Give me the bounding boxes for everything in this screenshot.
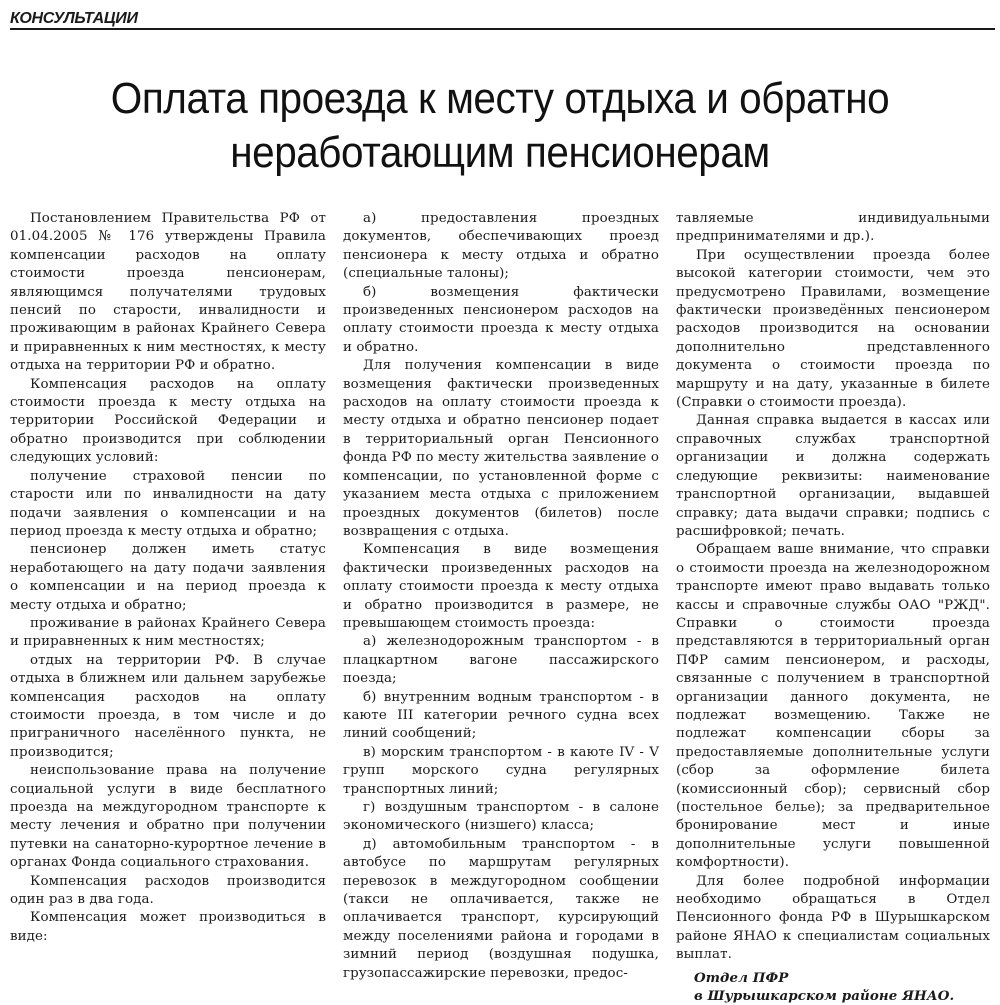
paragraph: тавляемые индивидуальными предпринимателями и др.). xyxy=(676,211,990,245)
paragraph: б) внутренним водным транспортом - в каюте III категории речного судна всех линий сообщений; xyxy=(343,689,659,742)
article-column-1 xyxy=(10,210,326,945)
article-headline xyxy=(58,72,941,180)
paragraph: Постановлением Правительства РФ от 01.04.2005 № 176 утверждены Правила компенсации расходов на оплату стоимости проезда пенсионерам, являющимся получателями трудовых пенсий по старости, инвалидности и проживающим в районах Крайнего Севера и приравненных к ним местностях, к месту отдыха на территории РФ и обратно. xyxy=(10,211,326,374)
signature-line-2: в Шурышкарском районе ЯНАО. xyxy=(694,988,955,1005)
paragraph: При осуществлении проезда более высокой категории стоимости, чем это предусмотрено Правилами, возмещение фактически произведённых пенсионером расходов производится на основании дополнительно представленного документа о стоимости проезда по маршруту и на дату, указанные в билете (Справки о стоимости проезда). xyxy=(676,247,990,411)
paragraph: неиспользование права на получение социальной услуги в виде бесплатного проезда на междугородном транспорте к месту лечения и обратно при получении путевки на санаторно-курортное лечение в органах Фонда социального страхования. xyxy=(10,763,326,871)
paragraph: д) автомобильным транспортом - в автобусе по маршрутам регулярных перевозок в междугородном сообщении (такси не оплачивается, также не оплачивается транспорт, курсирующий между поселениями района и городами в зимний период (воздушная подушка, грузопассажирские перевозки, предос- xyxy=(343,836,659,981)
paragraph: а) железнодорожным транспортом - в плацкартном вагоне пассажирского поезда; xyxy=(343,634,659,687)
paragraph: Компенсация расходов производится один раз в два года. xyxy=(10,873,326,908)
paragraph: а) предоставления проездных документов, обеспечивающих проезд пенсионера к месту отдыха и обратно (специальные талоны); xyxy=(343,211,659,282)
headline-line-1: Оплата проезда к месту отдыха и обратно xyxy=(110,74,890,123)
paragraph: отдых на территории РФ. В случае отдыха в ближнем или дальнем зарубежье компенсация расходов на оплату стоимости проезда, в том числе и до приграничного населённого пункта, не производится; xyxy=(10,652,326,760)
paragraph: б) возмещения фактически произведенных пенсионером расходов на оплату стоимости проезда к месту отдыха и обратно. xyxy=(343,284,659,355)
paragraph: проживание в районах Крайнего Севера и приравненных к ним местностях; xyxy=(10,615,326,650)
paragraph: получение страховой пенсии по старости или по инвалидности на дату подачи заявления о компенсации и на период проезда к месту отдыха и обратно; xyxy=(10,468,326,539)
paragraph: г) воздушным транспортом - в салоне экономического (низшего) класса; xyxy=(343,800,659,834)
paragraph: Для получения компенсации в виде возмещения фактически произведенных расходов на оплату стоимости проезда к месту отдыха и обратно пенсионер подает в территориальный орган Пенсионного фонда РФ по месту жительства заявление о компенсации, по установленной форме с указанием места отдыха с приложением проездных документов (билетов) после возвращения с отдыха. xyxy=(343,358,659,539)
article-signature xyxy=(676,969,990,1005)
paragraph: Данная справка выдается в кассах или справочных службах транспортной организации и должна содержать следующие реквизиты: наименование транспортной организации, выдавшей справку; дата выдачи справки; подпись с расшифровкой; печать. xyxy=(676,413,990,539)
paragraph: Для более подробной информации необходимо обращаться в Отдел Пенсионного фонда РФ в Шурышкарском районе ЯНАО к специалистам социальных выплат. xyxy=(676,873,990,963)
headline-line-2: неработающим пенсионерам xyxy=(230,128,770,177)
paragraph: в) морским транспортом - в каюте IV - V групп морского судна регулярных транспортных линий; xyxy=(343,744,659,797)
paragraph: Компенсация в виде возмещения фактически произведенных расходов на оплату стоимости проезда к месту отдыха и обратно производится в размере, не превышающем стоимость проезда: xyxy=(343,542,659,631)
rubric-bar xyxy=(10,8,995,30)
paragraph: Обращаем ваше внимание, что справки о стоимости проезда на железнодорожном транспорте имеют право выдавать только кассы и справочные службы ОАО "РЖД". Справки о стоимости проезда представляются в территориальный орган ПФР самим пенсионером, и расходы, связанные с получением в транспортной организации данного документа, не подлежат возмещению. Также не подлежат компенсации сборы за предоставляемые дополнительные услуги (сбор за оформление билета (комиссионный сбор); сервисный сбор (постельное белье); за предварительное бронирование мест и иные дополнительные услуги повышенной комфортности). xyxy=(676,542,990,871)
paragraph: Компенсация может производиться в виде: xyxy=(10,910,326,944)
article-column-3 xyxy=(676,210,990,1005)
article-column-2 xyxy=(343,210,659,981)
rubric-label: КОНСУЛЬТАЦИИ xyxy=(10,10,138,27)
paragraph: Компенсация расходов на оплату стоимости проезда к месту отдыха на территории Российской Федерации и обратно производится при соблюдении следующих условий: xyxy=(10,376,326,466)
paragraph: пенсионер должен иметь статус неработающего на дату подачи заявления о компенсации и на период проезда к месту отдыха и обратно; xyxy=(10,542,326,613)
signature-line-1: Отдел ПФР xyxy=(694,969,789,986)
